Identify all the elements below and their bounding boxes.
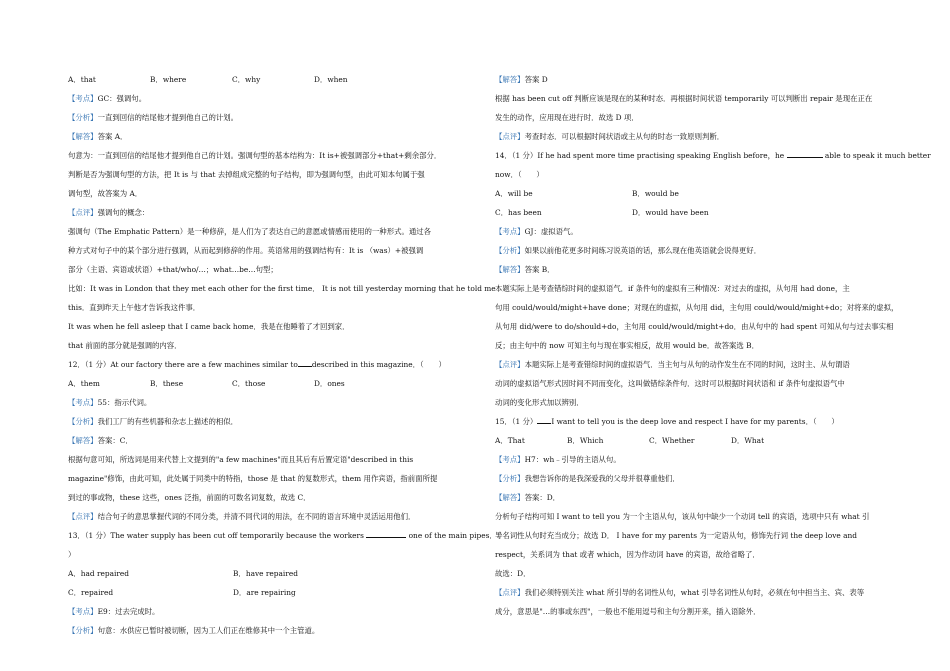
q14-kaodian: 【考点】GJ：虚拟语气。 — [495, 227, 578, 236]
q15-options — [495, 431, 900, 450]
q12-body-line: magazine"修饰，由此可知，此处属于同类中的特指，those 是 that 的复数形式，them 用作宾语，指前面所提 — [68, 474, 438, 483]
option-d: D．when — [314, 75, 348, 84]
q15-body-line: 分析句子结构可知 I want to tell you 为一个主语从句，该从句中缺少一个动词 tell 的宾语，选项中只有 what 引 — [495, 512, 870, 521]
option-b: B．have repaired — [233, 569, 298, 578]
option-a: A．that — [68, 75, 96, 84]
q14-options-row1 — [495, 184, 900, 203]
q14-options-row2 — [495, 203, 900, 222]
q13-kaodian: 【考点】E9：过去完成时。 — [68, 607, 160, 616]
q11-note-line: 部分（主语、宾语或状语）+that/who/…；what…be…句型； — [68, 265, 278, 274]
option-a: A．them — [68, 379, 100, 388]
q11-note-line: that 前面的部分就是强调的内容． — [68, 341, 182, 350]
q13-stem: 13．（1 分）The water supply has been cut off temporarily because the workers one of the main pipes．（ — [68, 531, 501, 540]
q13-stem-cont: ） — [68, 550, 76, 559]
answer-blank — [366, 531, 406, 538]
q11-body-line: 判断是否为强调句型的方法，把 It is 与 that 去掉组成完整的句子结构，即为强调句型，由此可知本句属于强 — [68, 170, 425, 179]
q13-body-line: 发生的动作，应用现在进行时．故选 D 项． — [495, 113, 639, 122]
q11-jieda: 【解答】答案 A． — [68, 132, 128, 141]
q13-fenxi: 【分析】句意：水供应已暂时被切断，因为工人们正在维修其中一个主管道。 — [68, 626, 320, 635]
q15-body-line: respect，关系词为 that 或者 which，因为作动词 have 的宾语，故给省略了． — [495, 550, 760, 559]
q14-body-line: 从句用 did/were to do/should+do，主句用 could/would/might+do．由从句中的 had spent 可知从句与过去事实相 — [495, 322, 894, 331]
q14-fenxi: 【分析】如果以前他花更多时间练习说英语的话，那么现在他英语就会说得更好． — [495, 246, 762, 255]
q15-fenxi: 【分析】我想告诉你的是我深爱我的父母并很尊重他们． — [495, 474, 680, 483]
q15-jieda: 【解答】答案：D． — [495, 493, 561, 502]
q13-body-line: 根据 has been cut off 判断应该是现在的某种时态．再根据时间状语 temporarily 可以判断出 repair 是现在正在 — [495, 94, 873, 103]
option-a: A．had repaired — [68, 569, 130, 578]
option-d: D．What — [731, 436, 765, 445]
left-column — [68, 70, 501, 640]
option-c: C．why — [232, 75, 261, 84]
q11-note-line: It was when he fell asleep that I came back home．我是在他睡着了才回到家． — [68, 322, 350, 331]
q11-body-line: 句意为：一直到回信的结尾他才提到他自己的计划。强调句型的基本结构为：It is+被强调部分+that+剩余部分． — [68, 151, 442, 160]
q15-kaodian: 【考点】H7：wh﹣引导的主语从句。 — [495, 455, 621, 464]
q14-body-line: 本题实际上是考查错综时间的虚拟语气．if 条件句的虚拟有三种情况：对过去的虚拟，从句用 had done，主 — [495, 284, 850, 293]
q12-dianping: 【点评】结合句子的意思掌握代词的不同分类，并清不同代词的用法，在不同的语言环境中灵活运用他们． — [68, 512, 416, 521]
q14-body-line: 反；由主句中的 now 可知主句与现在事实相反，故用 would be．故答案选 B． — [495, 341, 759, 350]
q11-note-line: this．直到昨天上午他才告诉我这件事． — [68, 303, 201, 312]
answer-blank — [298, 360, 312, 367]
q13-options-row1 — [68, 564, 473, 583]
option-b: B．would be — [632, 189, 679, 198]
q15-body-line: 导名词性从句时充当成分；故选 D． I have for my parents 为一定语从句，修饰先行词 the deep love and — [495, 531, 857, 540]
q13-dianping: 【点评】考查时态．可以根据时间状语或主从句的时态一致原则判断． — [495, 132, 725, 141]
q13-options-row2 — [68, 583, 473, 602]
q15-dianping-line: 成分，意思是"…的事或东西"，一般也不能用逗号和主句分割开来，插入语除外． — [495, 607, 761, 616]
q11-kaodian: 【考点】GC：强调句。 — [68, 94, 147, 103]
option-a: A．That — [495, 436, 525, 445]
option-b: B．these — [150, 379, 184, 388]
q15-dianping: 【点评】我们必须特别关注 what 所引导的名词性从句，what 引导名词性从句时，必须在句中担当主、宾、表等 — [495, 588, 865, 597]
q15-stem: 15．（1 分） I want to tell you is the deep love and respect I have for my parents．（ ） — [495, 417, 839, 426]
q14-dianping-line: 动词的虚拟语气形式因时间不同而变化，这叫做错综条件句．这时可以根据时间状语和 if 条件句虚拟语气中 — [495, 379, 845, 388]
q12-body-line: 根据句意可知，所选词是用来代替上文提到的"a few machines"而且其后有后置定语"described in this — [68, 455, 414, 464]
option-b: B．Which — [567, 436, 604, 445]
q11-note-line: 比如：It was in London that they met each other for the first time． It is not till yesterday morning that he told me — [68, 284, 496, 293]
q14-body-line: 句用 could/would/might+have done；对现在的虚拟，从句用 did，主句用 could/would/might+do；对将来的虚拟， — [495, 303, 899, 312]
q11-note-line: 种方式对句子中的某个部分进行强调，从而起到修辞的作用。英语常用的强调结构有：It is （was）+被强调 — [68, 246, 424, 255]
option-c: C．Whether — [649, 436, 695, 445]
q11-fenxi: 【分析】一直到回信的结尾他才提到他自己的计划。 — [68, 113, 239, 122]
q11-options — [68, 70, 473, 89]
q12-kaodian: 【考点】55：指示代词。 — [68, 398, 152, 407]
option-c: C．repaired — [68, 588, 114, 597]
q14-dianping: 【点评】本题实际上是考查错综时间的虚拟语气．当主句与从句的动作发生在不同的时间，这时主、从句谓语 — [495, 360, 850, 369]
q12-stem: 12．（1 分）At our factory there are a few machines similar to described in this magazine．（ ） — [68, 360, 446, 369]
q12-jieda: 【解答】答案：C． — [68, 436, 133, 445]
q14-stem: 14．（1 分）If he had spent more time practising speaking English before，he able to speak it much better — [495, 151, 931, 160]
q12-fenxi: 【分析】我们工厂的有些机器和杂志上描述的相似． — [68, 417, 239, 426]
option-d: D．are repairing — [233, 588, 296, 597]
q13-jieda: 【解答】答案 D — [495, 75, 548, 84]
option-a: A．will be — [495, 189, 533, 198]
option-d: D．would have been — [632, 208, 709, 217]
q14-dianping-line: 动词的变化形式加以辨别． — [495, 398, 584, 407]
q11-body-line: 调句型，故答案为 A． — [68, 189, 143, 198]
q11-dianping: 【点评】强调句的概念： — [68, 208, 150, 217]
q12-body-line: 到过的事或物，these 这些，ones 泛指，前面的可数名词复数，故选 C． — [68, 493, 311, 502]
option-d: D．ones — [314, 379, 345, 388]
option-b: B．where — [150, 75, 187, 84]
answer-blank — [537, 417, 551, 424]
q11-note-line: 强调句（The Emphatic Pattern）是一种修辞，是人们为了表达自己的意愿或情感而使用的一种形式。通过各 — [68, 227, 432, 236]
answer-blank — [787, 151, 823, 158]
right-column — [495, 70, 931, 621]
q14-jieda: 【解答】答案 B． — [495, 265, 555, 274]
q12-options — [68, 374, 473, 393]
option-c: C．those — [232, 379, 266, 388]
q15-body-line: 故选：D． — [495, 569, 531, 578]
q14-stem-cont: now．（ ） — [495, 170, 544, 179]
option-c: C．has been — [495, 208, 542, 217]
